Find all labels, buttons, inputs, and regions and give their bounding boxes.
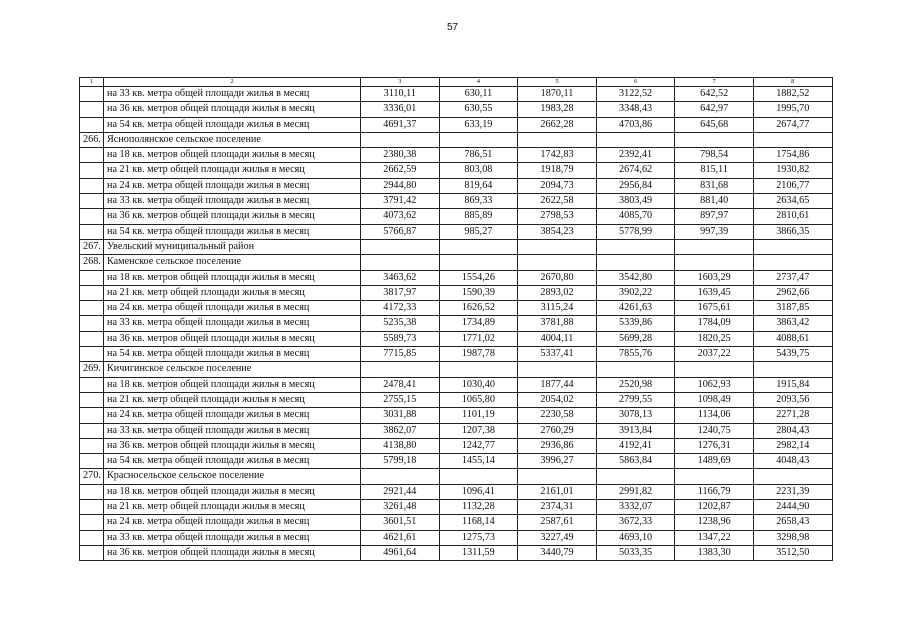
- value-cell: 1275,73: [439, 530, 518, 545]
- table-row: [80, 148, 833, 163]
- value-cell: 2662,59: [361, 163, 440, 178]
- value-cell: 2271,28: [753, 408, 832, 423]
- value-cell: 1918,79: [518, 163, 597, 178]
- value-cell: 2622,58: [518, 194, 597, 209]
- empty-cell: [80, 301, 104, 316]
- table-row: [80, 209, 833, 224]
- value-cell: 3110,11: [361, 87, 440, 102]
- row-label: на 36 кв. метров общей площади жилья в месяц: [104, 209, 361, 224]
- value-cell: 5439,75: [753, 347, 832, 362]
- value-cell: 2991,82: [596, 484, 675, 499]
- value-cell: 2054,02: [518, 392, 597, 407]
- value-cell: 1101,19: [439, 408, 518, 423]
- value-cell: 2936,86: [518, 438, 597, 453]
- value-cell: 1242,77: [439, 438, 518, 453]
- row-label: на 36 кв. метров общей площади жилья в месяц: [104, 545, 361, 560]
- row-label: на 33 кв. метра общей площади жилья в месяц: [104, 423, 361, 438]
- table-row: [80, 194, 833, 209]
- empty-cell: [596, 362, 675, 377]
- value-cell: 3348,43: [596, 102, 675, 117]
- value-cell: 2478,41: [361, 377, 440, 392]
- value-cell: 881,40: [675, 194, 754, 209]
- value-cell: 1626,52: [439, 301, 518, 316]
- value-cell: 1983,28: [518, 102, 597, 117]
- value-cell: 2106,77: [753, 178, 832, 193]
- row-label: на 18 кв. метров общей площади жилья в месяц: [104, 484, 361, 499]
- value-cell: 2798,53: [518, 209, 597, 224]
- empty-cell: [80, 530, 104, 545]
- value-cell: 1784,09: [675, 316, 754, 331]
- empty-cell: [361, 362, 440, 377]
- table-row: [80, 500, 833, 515]
- value-cell: 2799,55: [596, 392, 675, 407]
- value-cell: 2520,98: [596, 377, 675, 392]
- empty-cell: [518, 239, 597, 254]
- table-row: [80, 484, 833, 499]
- value-cell: 3542,80: [596, 270, 675, 285]
- value-cell: 4693,10: [596, 530, 675, 545]
- value-cell: 2161,01: [518, 484, 597, 499]
- value-cell: 2962,66: [753, 285, 832, 300]
- value-cell: 3862,07: [361, 423, 440, 438]
- value-cell: 2944,80: [361, 178, 440, 193]
- value-cell: 3791,42: [361, 194, 440, 209]
- value-cell: 3261,48: [361, 500, 440, 515]
- value-cell: 4088,61: [753, 331, 832, 346]
- empty-cell: [80, 454, 104, 469]
- value-cell: 2634,65: [753, 194, 832, 209]
- value-cell: 2921,44: [361, 484, 440, 499]
- value-cell: 5699,28: [596, 331, 675, 346]
- empty-cell: [518, 132, 597, 147]
- row-label: на 24 кв. метра общей площади жилья в месяц: [104, 515, 361, 530]
- empty-cell: [80, 178, 104, 193]
- table-row: [80, 515, 833, 530]
- empty-cell: [80, 87, 104, 102]
- empty-cell: [80, 285, 104, 300]
- value-cell: 1166,79: [675, 484, 754, 499]
- table-row: [80, 438, 833, 453]
- value-cell: 2804,43: [753, 423, 832, 438]
- empty-cell: [753, 132, 832, 147]
- value-cell: 2956,84: [596, 178, 675, 193]
- table-row: [80, 530, 833, 545]
- table-row: [80, 408, 833, 423]
- empty-cell: [80, 545, 104, 560]
- tariff-table: [79, 77, 833, 561]
- value-cell: 3672,33: [596, 515, 675, 530]
- row-label: на 24 кв. метра общей площади жилья в месяц: [104, 301, 361, 316]
- empty-cell: [596, 239, 675, 254]
- table-row: [80, 454, 833, 469]
- empty-cell: [518, 362, 597, 377]
- table-row: [80, 423, 833, 438]
- empty-cell: [80, 515, 104, 530]
- column-number: 2: [104, 78, 361, 87]
- value-cell: 4261,63: [596, 301, 675, 316]
- row-label: на 54 кв. метра общей площади жилья в месяц: [104, 347, 361, 362]
- value-cell: 1489,69: [675, 454, 754, 469]
- row-label: на 24 кв. метра общей площади жилья в месяц: [104, 408, 361, 423]
- empty-cell: [675, 239, 754, 254]
- value-cell: 1238,96: [675, 515, 754, 530]
- table-row: [80, 178, 833, 193]
- value-cell: 7855,76: [596, 347, 675, 362]
- value-cell: 1207,38: [439, 423, 518, 438]
- value-cell: 1870,11: [518, 87, 597, 102]
- empty-cell: [80, 438, 104, 453]
- value-cell: 5589,73: [361, 331, 440, 346]
- value-cell: 1915,84: [753, 377, 832, 392]
- empty-cell: [80, 331, 104, 346]
- section-number: 270.: [80, 469, 104, 484]
- value-cell: 1754,86: [753, 148, 832, 163]
- value-cell: 1383,30: [675, 545, 754, 560]
- section-title: Яснополянское сельское поселение: [104, 132, 361, 147]
- column-number: 1: [80, 78, 104, 87]
- value-cell: 4172,33: [361, 301, 440, 316]
- section-number: 267.: [80, 239, 104, 254]
- row-label: на 21 кв. метр общей площади жилья в месяц: [104, 163, 361, 178]
- value-cell: 815,11: [675, 163, 754, 178]
- column-number: 3: [361, 78, 440, 87]
- empty-cell: [439, 362, 518, 377]
- empty-cell: [753, 362, 832, 377]
- section-row: [80, 255, 833, 270]
- section-title: Красносельское сельское поселение: [104, 469, 361, 484]
- empty-cell: [80, 270, 104, 285]
- table-row: [80, 285, 833, 300]
- empty-cell: [518, 255, 597, 270]
- value-cell: 869,33: [439, 194, 518, 209]
- value-cell: 1742,83: [518, 148, 597, 163]
- value-cell: 3336,01: [361, 102, 440, 117]
- page-number: 57: [446, 22, 459, 33]
- empty-cell: [596, 255, 675, 270]
- value-cell: 3601,51: [361, 515, 440, 530]
- empty-cell: [753, 469, 832, 484]
- value-cell: 642,97: [675, 102, 754, 117]
- empty-cell: [439, 132, 518, 147]
- empty-cell: [361, 132, 440, 147]
- table-row: [80, 377, 833, 392]
- value-cell: 3122,52: [596, 87, 675, 102]
- value-cell: 3463,62: [361, 270, 440, 285]
- empty-cell: [80, 148, 104, 163]
- value-cell: 786,51: [439, 148, 518, 163]
- value-cell: 2893,02: [518, 285, 597, 300]
- value-cell: 2380,38: [361, 148, 440, 163]
- row-label: на 21 кв. метр общей площади жилья в месяц: [104, 285, 361, 300]
- value-cell: 2374,31: [518, 500, 597, 515]
- value-cell: 3031,88: [361, 408, 440, 423]
- value-cell: 1995,70: [753, 102, 832, 117]
- table-row: [80, 316, 833, 331]
- value-cell: 630,55: [439, 102, 518, 117]
- value-cell: 1639,45: [675, 285, 754, 300]
- value-cell: 5778,99: [596, 224, 675, 239]
- value-cell: 1603,29: [675, 270, 754, 285]
- value-cell: 5033,35: [596, 545, 675, 560]
- empty-cell: [439, 239, 518, 254]
- empty-cell: [675, 362, 754, 377]
- value-cell: 2982,14: [753, 438, 832, 453]
- value-cell: 3332,07: [596, 500, 675, 515]
- value-cell: 2755,15: [361, 392, 440, 407]
- table-row: [80, 117, 833, 132]
- empty-cell: [80, 408, 104, 423]
- value-cell: 2037,22: [675, 347, 754, 362]
- value-cell: 645,68: [675, 117, 754, 132]
- table-row: [80, 102, 833, 117]
- table-row: [80, 347, 833, 362]
- value-cell: 3866,35: [753, 224, 832, 239]
- value-cell: 3996,27: [518, 454, 597, 469]
- value-cell: 1820,25: [675, 331, 754, 346]
- column-number-row: [80, 78, 833, 87]
- value-cell: 1590,39: [439, 285, 518, 300]
- empty-cell: [518, 469, 597, 484]
- value-cell: 5863,84: [596, 454, 675, 469]
- empty-cell: [361, 255, 440, 270]
- value-cell: 3902,22: [596, 285, 675, 300]
- value-cell: 3440,79: [518, 545, 597, 560]
- row-label: на 36 кв. метров общей площади жилья в месяц: [104, 438, 361, 453]
- value-cell: 3115,24: [518, 301, 597, 316]
- value-cell: 633,19: [439, 117, 518, 132]
- value-cell: 2674,62: [596, 163, 675, 178]
- value-cell: 3781,88: [518, 316, 597, 331]
- empty-cell: [80, 377, 104, 392]
- value-cell: 803,08: [439, 163, 518, 178]
- section-title: Увельский муниципальный район: [104, 239, 361, 254]
- value-cell: 2760,29: [518, 423, 597, 438]
- value-cell: 1930,82: [753, 163, 832, 178]
- table-row: [80, 545, 833, 560]
- value-cell: 4691,37: [361, 117, 440, 132]
- table-row: [80, 331, 833, 346]
- value-cell: 4048,43: [753, 454, 832, 469]
- value-cell: 630,11: [439, 87, 518, 102]
- row-label: на 54 кв. метра общей площади жилья в месяц: [104, 224, 361, 239]
- row-label: на 33 кв. метра общей площади жилья в месяц: [104, 87, 361, 102]
- value-cell: 4961,64: [361, 545, 440, 560]
- value-cell: 3854,23: [518, 224, 597, 239]
- value-cell: 1455,14: [439, 454, 518, 469]
- value-cell: 3187,85: [753, 301, 832, 316]
- value-cell: 2392,41: [596, 148, 675, 163]
- column-number: 8: [753, 78, 832, 87]
- value-cell: 1734,89: [439, 316, 518, 331]
- value-cell: 2587,61: [518, 515, 597, 530]
- value-cell: 1168,14: [439, 515, 518, 530]
- section-row: [80, 239, 833, 254]
- value-cell: 2658,43: [753, 515, 832, 530]
- value-cell: 1276,31: [675, 438, 754, 453]
- row-label: на 36 кв. метров общей площади жилья в месяц: [104, 331, 361, 346]
- row-label: на 33 кв. метра общей площади жилья в месяц: [104, 316, 361, 331]
- section-number: 266.: [80, 132, 104, 147]
- empty-cell: [80, 500, 104, 515]
- row-label: на 18 кв. метров общей площади жилья в месяц: [104, 377, 361, 392]
- row-label: на 18 кв. метров общей площади жилья в месяц: [104, 148, 361, 163]
- value-cell: 5766,87: [361, 224, 440, 239]
- value-cell: 4138,80: [361, 438, 440, 453]
- value-cell: 7715,85: [361, 347, 440, 362]
- value-cell: 1030,40: [439, 377, 518, 392]
- value-cell: 798,54: [675, 148, 754, 163]
- value-cell: 2674,77: [753, 117, 832, 132]
- value-cell: 2670,80: [518, 270, 597, 285]
- section-row: [80, 469, 833, 484]
- value-cell: 4004,11: [518, 331, 597, 346]
- value-cell: 4192,41: [596, 438, 675, 453]
- section-number: 268.: [80, 255, 104, 270]
- value-cell: 3913,84: [596, 423, 675, 438]
- value-cell: 1987,78: [439, 347, 518, 362]
- value-cell: 819,64: [439, 178, 518, 193]
- table-row: [80, 87, 833, 102]
- value-cell: 2662,28: [518, 117, 597, 132]
- value-cell: 3863,42: [753, 316, 832, 331]
- empty-cell: [80, 117, 104, 132]
- value-cell: 2444,90: [753, 500, 832, 515]
- value-cell: 5799,18: [361, 454, 440, 469]
- empty-cell: [675, 469, 754, 484]
- section-number: 269.: [80, 362, 104, 377]
- value-cell: 4085,70: [596, 209, 675, 224]
- value-cell: 1554,26: [439, 270, 518, 285]
- value-cell: 1311,59: [439, 545, 518, 560]
- value-cell: 3227,49: [518, 530, 597, 545]
- empty-cell: [80, 209, 104, 224]
- table-row: [80, 224, 833, 239]
- empty-cell: [675, 255, 754, 270]
- empty-cell: [80, 347, 104, 362]
- section-title: Каменское сельское поселение: [104, 255, 361, 270]
- value-cell: 831,68: [675, 178, 754, 193]
- value-cell: 4703,86: [596, 117, 675, 132]
- column-number: 7: [675, 78, 754, 87]
- row-label: на 24 кв. метра общей площади жилья в месяц: [104, 178, 361, 193]
- empty-cell: [439, 469, 518, 484]
- empty-cell: [80, 484, 104, 499]
- value-cell: 1882,52: [753, 87, 832, 102]
- value-cell: 4621,61: [361, 530, 440, 545]
- value-cell: 1062,93: [675, 377, 754, 392]
- empty-cell: [80, 224, 104, 239]
- table-row: [80, 270, 833, 285]
- column-number: 6: [596, 78, 675, 87]
- empty-cell: [361, 239, 440, 254]
- row-label: на 21 кв. метр общей площади жилья в месяц: [104, 500, 361, 515]
- value-cell: 5339,86: [596, 316, 675, 331]
- empty-cell: [80, 102, 104, 117]
- row-label: на 33 кв. метра общей площади жилья в месяц: [104, 194, 361, 209]
- empty-cell: [80, 392, 104, 407]
- row-label: на 33 кв. метра общей площади жилья в месяц: [104, 530, 361, 545]
- value-cell: 1877,44: [518, 377, 597, 392]
- row-label: на 54 кв. метра общей площади жилья в месяц: [104, 117, 361, 132]
- value-cell: 1065,80: [439, 392, 518, 407]
- empty-cell: [439, 255, 518, 270]
- empty-cell: [80, 316, 104, 331]
- section-row: [80, 362, 833, 377]
- column-number: 4: [439, 78, 518, 87]
- empty-cell: [361, 469, 440, 484]
- value-cell: 5235,38: [361, 316, 440, 331]
- value-cell: 1134,06: [675, 408, 754, 423]
- row-label: на 21 кв. метр общей площади жилья в месяц: [104, 392, 361, 407]
- value-cell: 642,52: [675, 87, 754, 102]
- value-cell: 2230,58: [518, 408, 597, 423]
- empty-cell: [596, 469, 675, 484]
- table-row: [80, 301, 833, 316]
- value-cell: 2737,47: [753, 270, 832, 285]
- value-cell: 2231,39: [753, 484, 832, 499]
- empty-cell: [80, 194, 104, 209]
- table-row: [80, 163, 833, 178]
- section-title: Кичигинское сельское поселение: [104, 362, 361, 377]
- table-row: [80, 392, 833, 407]
- value-cell: 1240,75: [675, 423, 754, 438]
- value-cell: 3803,49: [596, 194, 675, 209]
- value-cell: 1347,22: [675, 530, 754, 545]
- section-row: [80, 132, 833, 147]
- value-cell: 1098,49: [675, 392, 754, 407]
- value-cell: 2094,73: [518, 178, 597, 193]
- value-cell: 3298,98: [753, 530, 832, 545]
- row-label: на 54 кв. метра общей площади жилья в месяц: [104, 454, 361, 469]
- value-cell: 1675,61: [675, 301, 754, 316]
- value-cell: 2810,61: [753, 209, 832, 224]
- value-cell: 5337,41: [518, 347, 597, 362]
- value-cell: 3512,50: [753, 545, 832, 560]
- empty-cell: [753, 239, 832, 254]
- value-cell: 1771,02: [439, 331, 518, 346]
- empty-cell: [80, 423, 104, 438]
- value-cell: 885,89: [439, 209, 518, 224]
- value-cell: 3817,97: [361, 285, 440, 300]
- value-cell: 3078,13: [596, 408, 675, 423]
- empty-cell: [80, 163, 104, 178]
- column-number: 5: [518, 78, 597, 87]
- value-cell: 1202,87: [675, 500, 754, 515]
- empty-cell: [675, 132, 754, 147]
- value-cell: 2093,56: [753, 392, 832, 407]
- value-cell: 1096,41: [439, 484, 518, 499]
- row-label: на 36 кв. метров общей площади жилья в месяц: [104, 102, 361, 117]
- value-cell: 897,97: [675, 209, 754, 224]
- empty-cell: [596, 132, 675, 147]
- value-cell: 985,27: [439, 224, 518, 239]
- empty-cell: [753, 255, 832, 270]
- value-cell: 997,39: [675, 224, 754, 239]
- row-label: на 18 кв. метров общей площади жилья в месяц: [104, 270, 361, 285]
- value-cell: 1132,28: [439, 500, 518, 515]
- value-cell: 4073,62: [361, 209, 440, 224]
